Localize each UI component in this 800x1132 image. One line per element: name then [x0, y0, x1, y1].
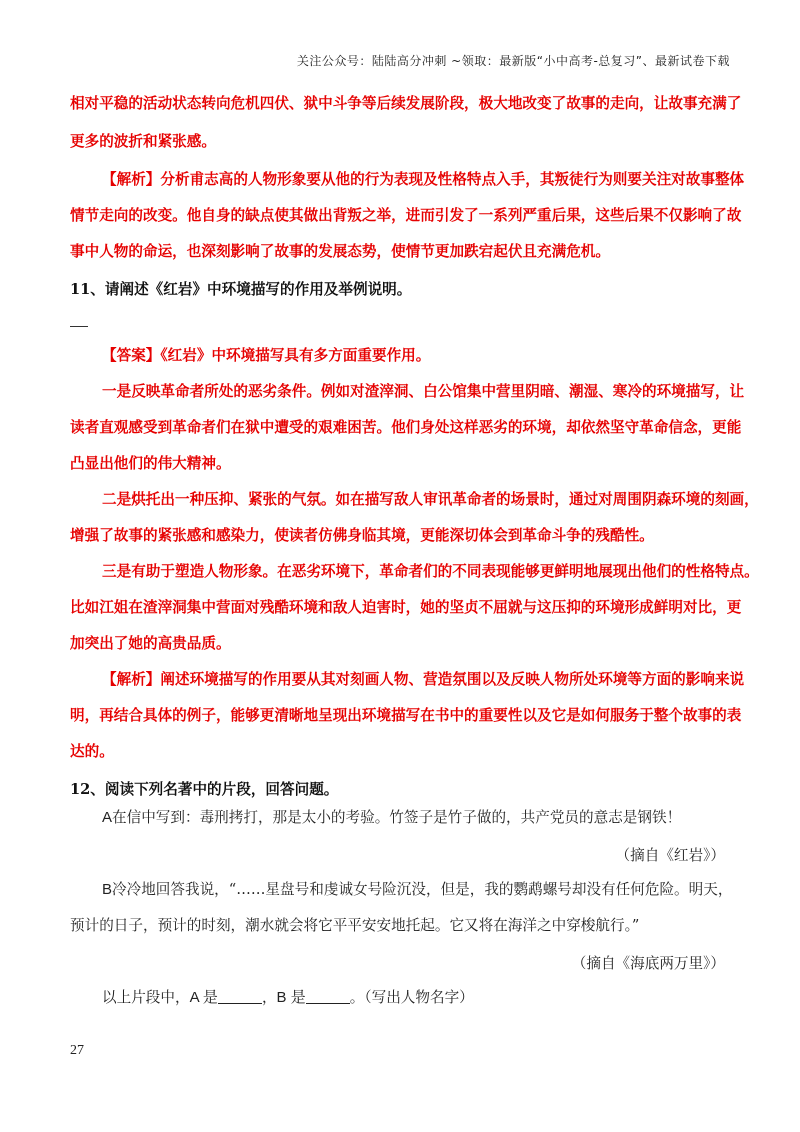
point2-line-1: 二是烘托出一种压抑、紧张的气氛。如在描写敌人审讯革命者的场景时，通过对周围阴森环境的刻画，	[102, 491, 759, 508]
fill-b-blank[interactable]	[306, 989, 350, 1004]
answer-continued-line-2: 更多的波折和紧张感。	[70, 133, 216, 150]
fill-a-blank[interactable]	[218, 989, 262, 1004]
question-11: 11、请阐述《红岩》中环境描写的作用及举例说明。	[70, 281, 412, 298]
analysis-line-1: 【解析】分析甫志高的人物形象要从他的行为表现及性格特点入手，其叛徒行为则要关注对故事整体	[102, 171, 745, 188]
point2-line-2: 增强了故事的紧张感和感染力，使读者仿佛身临其境，更能深切体会到革命斗争的残酷性。	[70, 527, 654, 544]
fill-a-label: A 是	[189, 989, 218, 1006]
passage-b-line-1	[102, 880, 732, 900]
analysis-line-2: 情节走向的改变。他自身的缺点使其做出背叛之举，进而引发了一系列严重后果，这些后果不仅影响了故	[70, 207, 742, 224]
point1-line-3: 凸显出他们的伟大精神。	[70, 455, 231, 472]
passage-a	[102, 808, 681, 828]
fill-suffix: 。（写出人物名字）	[349, 989, 474, 1006]
passage-b-label: B	[102, 881, 113, 898]
source-b: （摘自《海底两万里》）	[571, 955, 725, 972]
answer-continued-line-1: 相对平稳的活动状态转向危机四伏、狱中斗争等后续发展阶段，极大地改变了故事的走向，让故事充满了	[70, 95, 742, 112]
answer-intro: 【答案】《红岩》中环境描写具有多方面重要作用。	[102, 347, 431, 364]
analysis2-line-3: 达的。	[70, 743, 114, 760]
passage-a-text: 在信中写到：毒刑拷打，那是太小的考验。竹签子是竹子做的，共产党员的意志是钢铁！	[112, 809, 682, 826]
point3-line-1: 三是有助于塑造人物形象。在恶劣环境下，革命者们的不同表现能够更鲜明地展现出他们的性格特点。	[102, 563, 759, 580]
analysis2-line-1: 【解析】阐述环境描写的作用要从其对刻画人物、营造氛围以及反映人物所处环境等方面的影响来说	[102, 671, 745, 688]
analysis2-line-2: 明，再结合具体的例子，能够更清晰地呈现出环境描写在书中的重要性以及它是如何服务于整个故事的表	[70, 707, 742, 724]
fill-question	[102, 988, 474, 1008]
page-number: 27	[70, 1043, 84, 1058]
passage-b-text-1: 冷冷地回答我说，“……星盘号和虔诚女号险沉没，但是，我的鹦鹉螺号却没有任何危险。明天，	[112, 881, 733, 898]
point1-line-1: 一是反映革命者所处的恶劣条件。例如对渣滓洞、白公馆集中营里阴暗、潮湿、寒冷的环境描写，让	[102, 383, 745, 400]
page-header: 关注公众号：陆陆高分冲刺 ~领取：最新版“小中高考-总复习”、最新试卷下载	[296, 54, 730, 68]
passage-a-label: A	[102, 809, 113, 826]
point3-line-3: 加突出了她的高贵品质。	[70, 635, 231, 652]
point1-line-2: 读者直观感受到革命者们在狱中遭受的艰难困苦。他们身处这样恶劣的环境，却依然坚守革命信念，更能	[70, 419, 742, 436]
answer-blank-line	[70, 326, 88, 327]
analysis-line-3: 事中人物的命运，也深刻影响了故事的发展态势，使情节更加跌宕起伏且充满危机。	[70, 243, 610, 260]
passage-b-line-2: 预计的日子，预计的时刻，潮水就会将它平平安安地托起。它又将在海洋之中穿梭航行。”	[70, 917, 640, 934]
question-12: 12、阅读下列名著中的片段，回答问题。	[70, 781, 339, 798]
fill-sep: ，	[261, 989, 277, 1006]
source-a: （摘自《红岩》）	[615, 847, 725, 864]
point3-line-2: 比如江姐在渣滓洞集中营面对残酷环境和敌人迫害时，她的坚贞不屈就与这压抑的环境形成鲜明对比，更	[70, 599, 742, 616]
fill-b-label: B 是	[276, 989, 306, 1006]
fill-prefix: 以上片段中，	[102, 989, 190, 1006]
